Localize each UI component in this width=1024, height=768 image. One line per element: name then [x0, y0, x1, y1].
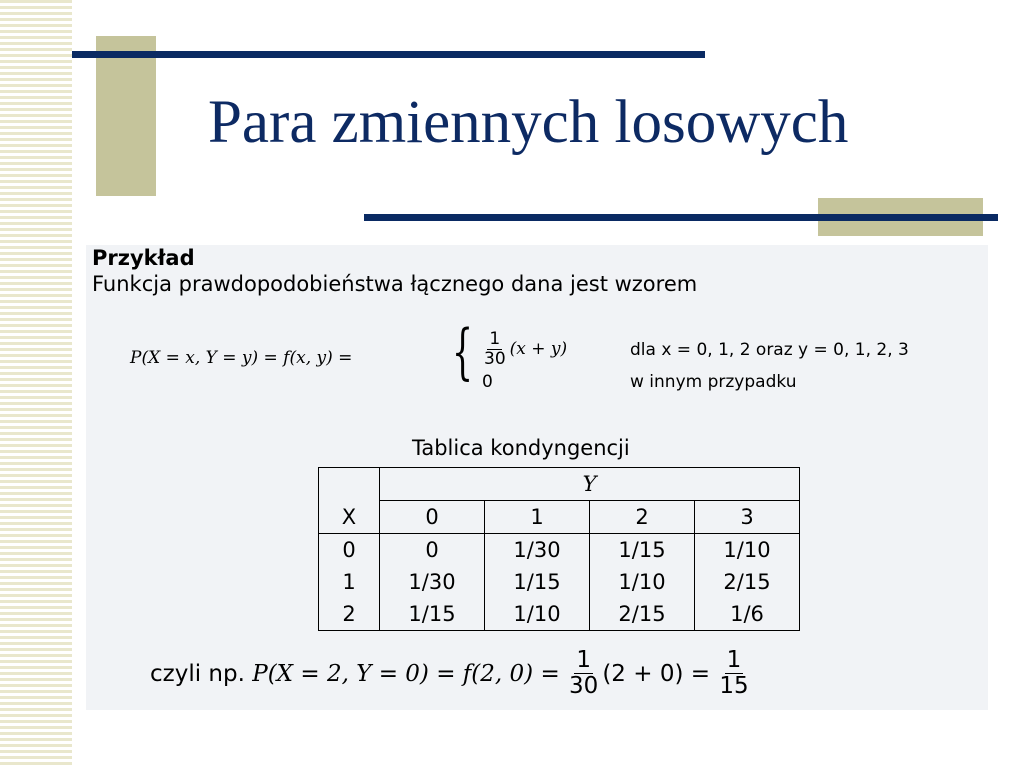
table-cell: 1/6 [695, 598, 800, 631]
table-cell: 1/30 [485, 534, 590, 567]
formula-case-1 [482, 330, 567, 368]
conclusion-prefix: czyli np. [150, 660, 245, 687]
table-cell: 1/10 [590, 566, 695, 598]
column-header: 1 [485, 501, 590, 534]
title-rule-bottom [364, 214, 998, 221]
formula-lhs: P(X = x, Y = y) = f(x, y) = [130, 348, 353, 368]
table-row [319, 534, 800, 567]
row-header-cell: X [319, 468, 380, 534]
fraction-numerator: 1 [726, 647, 742, 673]
fraction [717, 648, 750, 700]
brace-symbol: { [452, 317, 474, 387]
table-header-row [319, 501, 800, 534]
table-cell: 1/15 [380, 598, 485, 631]
case1-condition: dla x = 0, 1, 2 oraz y = 0, 1, 2, 3 [630, 340, 909, 360]
fraction [567, 648, 600, 700]
column-header: 2 [590, 501, 695, 534]
contingency-table [318, 467, 800, 631]
table-cell: 1/15 [590, 534, 695, 567]
table-cell: 0 [380, 534, 485, 567]
fraction-denominator: 30 [484, 348, 506, 369]
case1-expression: (x + y) [509, 339, 568, 360]
fraction-numerator: 1 [576, 647, 591, 673]
conclusion-middle: (2 + 0) = [602, 660, 711, 687]
table-row [319, 598, 800, 631]
table-cell: 2/15 [590, 598, 695, 631]
table-caption: Tablica kondyngencji [412, 436, 630, 460]
conclusion-line [150, 648, 753, 700]
row-label: 2 [319, 598, 380, 631]
decorative-stripes [0, 0, 72, 768]
example-intro: Funkcja prawdopodobieństwa łącznego dana jest wzorem [92, 272, 698, 296]
fraction [482, 330, 508, 368]
formula-case-2: 0 [482, 372, 493, 392]
fraction-denominator: 30 [569, 673, 599, 700]
row-label: 1 [319, 566, 380, 598]
table-cell: 1/10 [695, 534, 800, 567]
column-header: 0 [380, 501, 485, 534]
table-header-row [319, 468, 800, 501]
table-row [319, 566, 800, 598]
slide-title: Para zmiennych losowych [208, 89, 849, 156]
title-rule-top [72, 51, 705, 58]
olive-block-top [96, 36, 156, 196]
example-heading: Przykład [92, 246, 195, 270]
table-cell: 1/15 [485, 566, 590, 598]
table-cell: 2/15 [695, 566, 800, 598]
table-cell: 1/10 [485, 598, 590, 631]
row-label: 0 [319, 534, 380, 567]
case2-condition: w innym przypadku [630, 372, 797, 392]
conclusion-expression: P(X = 2, Y = 0) = f(2, 0) = [252, 660, 560, 687]
column-header: 3 [695, 501, 800, 534]
fraction-numerator: 1 [489, 329, 501, 349]
column-group-header: Y [380, 468, 800, 501]
fraction-denominator: 15 [719, 673, 749, 700]
table-cell: 1/30 [380, 566, 485, 598]
